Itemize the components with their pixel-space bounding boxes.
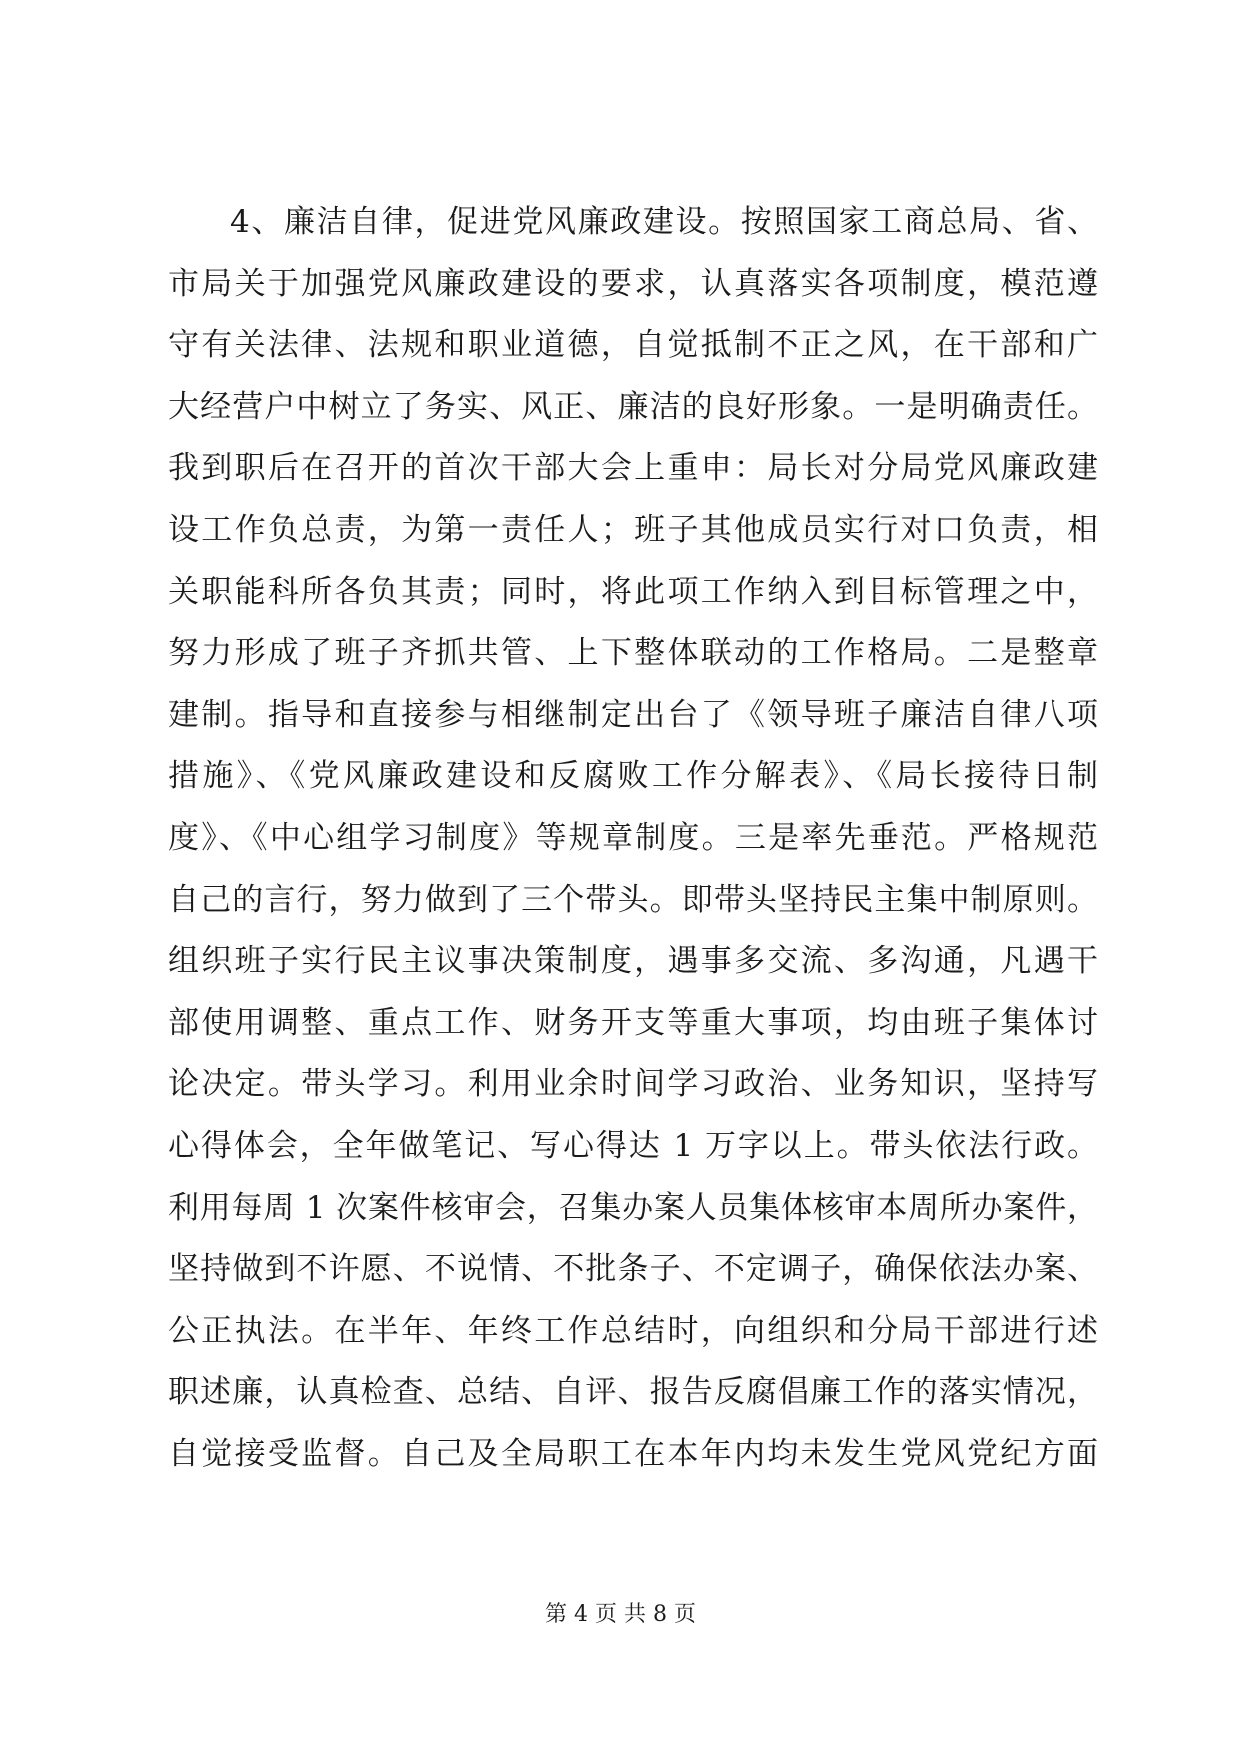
page-number: 第 4 页 共 8 页	[545, 1602, 696, 1627]
text-line: 职述廉，认真检查、总结、自评、报告反腐倡廉工作的落实情况，	[168, 1374, 1098, 1411]
text-line: 心得体会，全年做笔记、写心得达 1 万字以上。带头依法行政。	[168, 1127, 1098, 1164]
text-line: 建制。指导和直接参与相继制定出台了《领导班子廉洁自律八项	[168, 696, 1098, 733]
page-footer	[0, 1600, 1241, 1630]
text-line: 我到职后在召开的首次干部大会上重申：局长对分局党风廉政建	[168, 450, 1098, 487]
text-line: 市局关于加强党风廉政建设的要求，认真落实各项制度，模范遵	[168, 265, 1098, 302]
text-line: 努力形成了班子齐抓共管、上下整体联动的工作格局。二是整章	[168, 635, 1098, 672]
text-line: 部使用调整、重点工作、财务开支等重大事项，均由班子集体讨	[168, 1004, 1098, 1041]
text-line: 4、廉洁自律，促进党风廉政建设。按照国家工商总局、省、	[230, 204, 1098, 240]
text-line: 守有关法律、法规和职业道德，自觉抵制不正之风，在干部和广	[168, 327, 1098, 364]
text-line: 大经营户中树立了务实、风正、廉洁的良好形象。一是明确责任。	[168, 388, 1098, 425]
text-line: 论决定。带头学习。利用业余时间学习政治、业务知识，坚持写	[168, 1066, 1098, 1103]
text-line: 公正执法。在半年、年终工作总结时，向组织和分局干部进行述	[168, 1312, 1098, 1349]
text-line: 措施》、《党风廉政建设和反腐败工作分解表》、《局长接待日制	[168, 758, 1098, 795]
text-line: 设工作负总责，为第一责任人；班子其他成员实行对口负责，相	[168, 511, 1098, 548]
text-line: 自己的言行，努力做到了三个带头。即带头坚持民主集中制原则。	[168, 881, 1098, 918]
text-line: 组织班子实行民主议事决策制度，遇事多交流、多沟通，凡遇干	[168, 943, 1098, 980]
text-line: 坚持做到不许愿、不说情、不批条子、不定调子，确保依法办案、	[168, 1251, 1098, 1288]
body-paragraph	[168, 192, 1098, 1485]
text-line: 度》、《中心组学习制度》等规章制度。三是率先垂范。严格规范	[168, 819, 1098, 856]
text-line: 利用每周 1 次案件核审会，召集办案人员集体核审本周所办案件，	[168, 1189, 1098, 1226]
text-line: 关职能科所各负其责；同时，将此项工作纳入到目标管理之中，	[168, 573, 1098, 610]
text-line: 自觉接受监督。自己及全局职工在本年内均未发生党风党纪方面	[168, 1435, 1098, 1472]
